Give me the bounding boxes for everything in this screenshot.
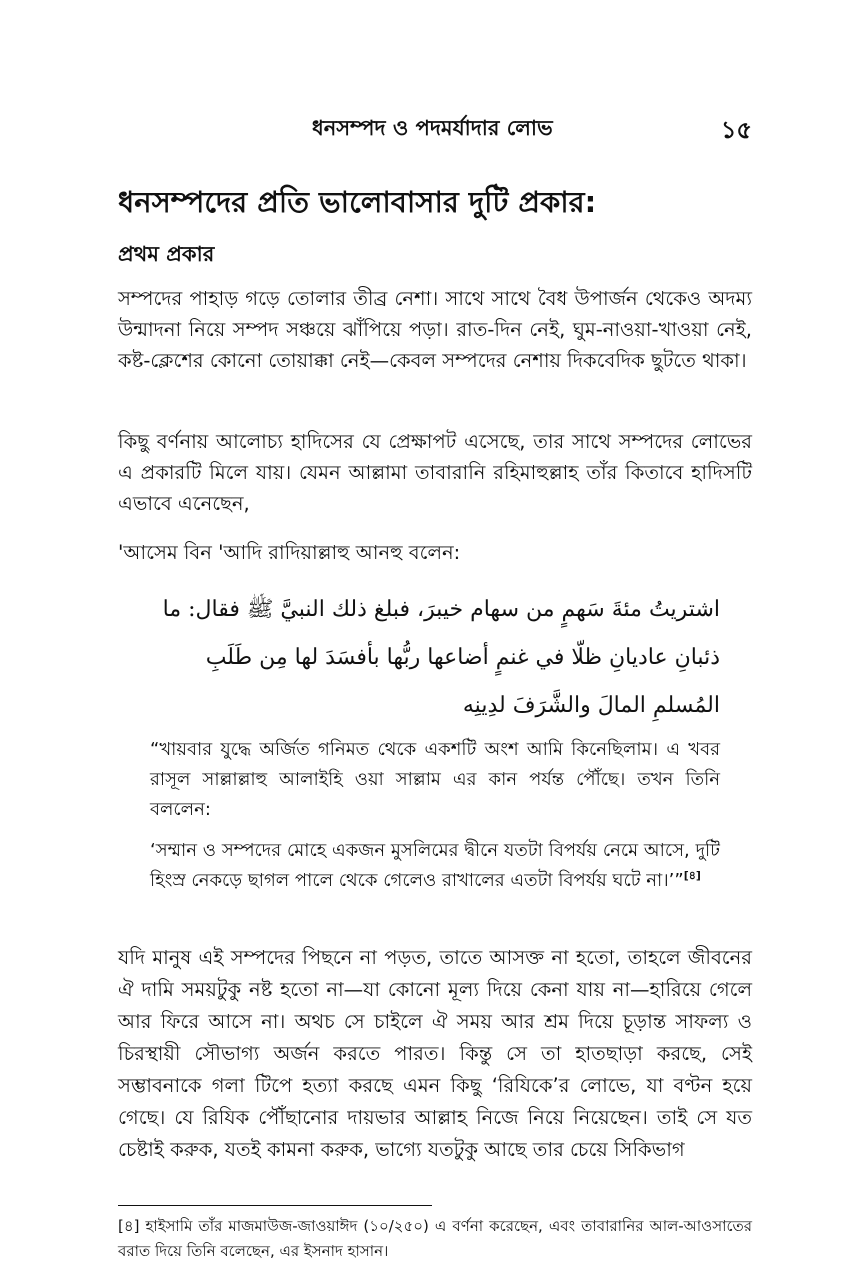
running-title: ধনসম্পদ ও পদমর্যাদার লোভ: [312, 116, 553, 140]
footnote-divider: [118, 1205, 432, 1206]
page-number: ১৫: [720, 116, 752, 144]
translation-quote-1: “খায়বার যুদ্ধে অর্জিত গনিমত থেকে একশটি অংশ আমি কিনেছিলাম। এ খবর রাসূল সাল্লাল্লাহু আলাইহি ওয়া সাল্লাম এর কান পর্যন্ত পৌঁছে। তখন তিনি বললেন:: [150, 739, 720, 820]
footnote: [৪] হাইসামি তাঁর মাজমাউজ-জাওয়াঈদ (১০/২৫০) এ বর্ণনা করেছেন, এবং তাবারানির আল-আওসাতের বরাত দিয়ে তিনি বলেছেন, এর ইসনাদ হাসান।: [118, 1217, 752, 1260]
paragraph-2: কিছু বর্ণনায় আলোচ্য হাদিসের যে প্রেক্ষাপট এসেছে, তার সাথে সম্পদের লোভের এ প্রকারটি মিলে যায়। যেমন আল্লামা তাবারানি রহিমাহুল্লাহ তাঁর কিতাবে হাদিসটি এভাবে এনেছেন,: [118, 430, 752, 515]
paragraph-1: সম্পদের পাহাড় গড়ে তোলার তীব্র নেশা। সাথে সাথে বৈধ উপার্জন থেকেও অদম্য উন্মাদনা নিয়ে সম্পদ সঞ্চয়ে ঝাঁপিয়ে পড়া। রাত-দিন নেই, ঘুম-নাওয়া-খাওয়া নেই, কষ্ট-ক্লেশের কোনো তোয়াক্কা নেই—কেবল সম্পদের নেশায় দিকবেদিক ছুটতে থাকা।: [118, 287, 752, 372]
translation-quote-2: [150, 836, 720, 896]
footnote-ref[interactable]: [৪]: [683, 869, 701, 882]
section-heading: ধনসম্পদের প্রতি ভালোবাসার দুটি প্রকার:: [118, 185, 597, 219]
arabic-hadith-text: اشتريتُ مئةَ سَهمٍ من سهام خيبرَ، فبلغ ذلك النبيَّ ﷺ فقال: ما ذئبانِ عاديانِ ظلّا في غنمٍ أضاعها ربُّها بأفسَدَ لها مِن طَلَبِ المُسلمِ المالَ والشَّرَفَ لدِينِه: [162, 597, 720, 718]
quote-2-text: ‘সম্মান ও সম্পদের মোহে একজন মুসলিমের দ্বীনে যতটা বিপর্যয় নেমে আসে, দুটি হিংস্র নেকড়ে ছাগল পালে থেকে গেলেও রাখালের এতটা বিপর্যয় ঘটে না।’”: [150, 840, 720, 891]
narrator-line: 'আসেম বিন 'আদি রাদিয়াল্লাহু আনহু বলেন:: [118, 541, 461, 564]
paragraph-4: যদি মানুষ এই সম্পদের পিছনে না পড়ত, তাতে আসক্ত না হতো, তাহলে জীবনের ঐ দামি সময়টুকু নষ্ট হতো না—যা কোনো মূল্য দিয়ে কেনা যায় না—হারিয়ে গেলে আর ফিরে আসে না। অথচ সে চাইলে ঐ সময় আর শ্রম দিয়ে চূড়ান্ত সাফল্য ও চিরস্থায়ী সৌভাগ্য অর্জন করতে পারত। কিন্তু সে তা হাতছাড়া করছে, সেই সম্ভাবনাকে গলা টিপে হত্যা করছে এমন কিছু ‘রিযিকে’র লোভে, যা বণ্টন হয়ে গেছে। যে রিযিক পৌঁছানোর দায়ভার আল্লাহ নিজে নিয়ে নিয়েছেন। তাই সে যত চেষ্টাই করুক, যতই কামনা করুক, ভাগ্যে যতটুকু আছে তার চেয়ে সিকিভাগ: [118, 946, 752, 1161]
subsection-heading: প্রথম প্রকার: [118, 242, 215, 266]
